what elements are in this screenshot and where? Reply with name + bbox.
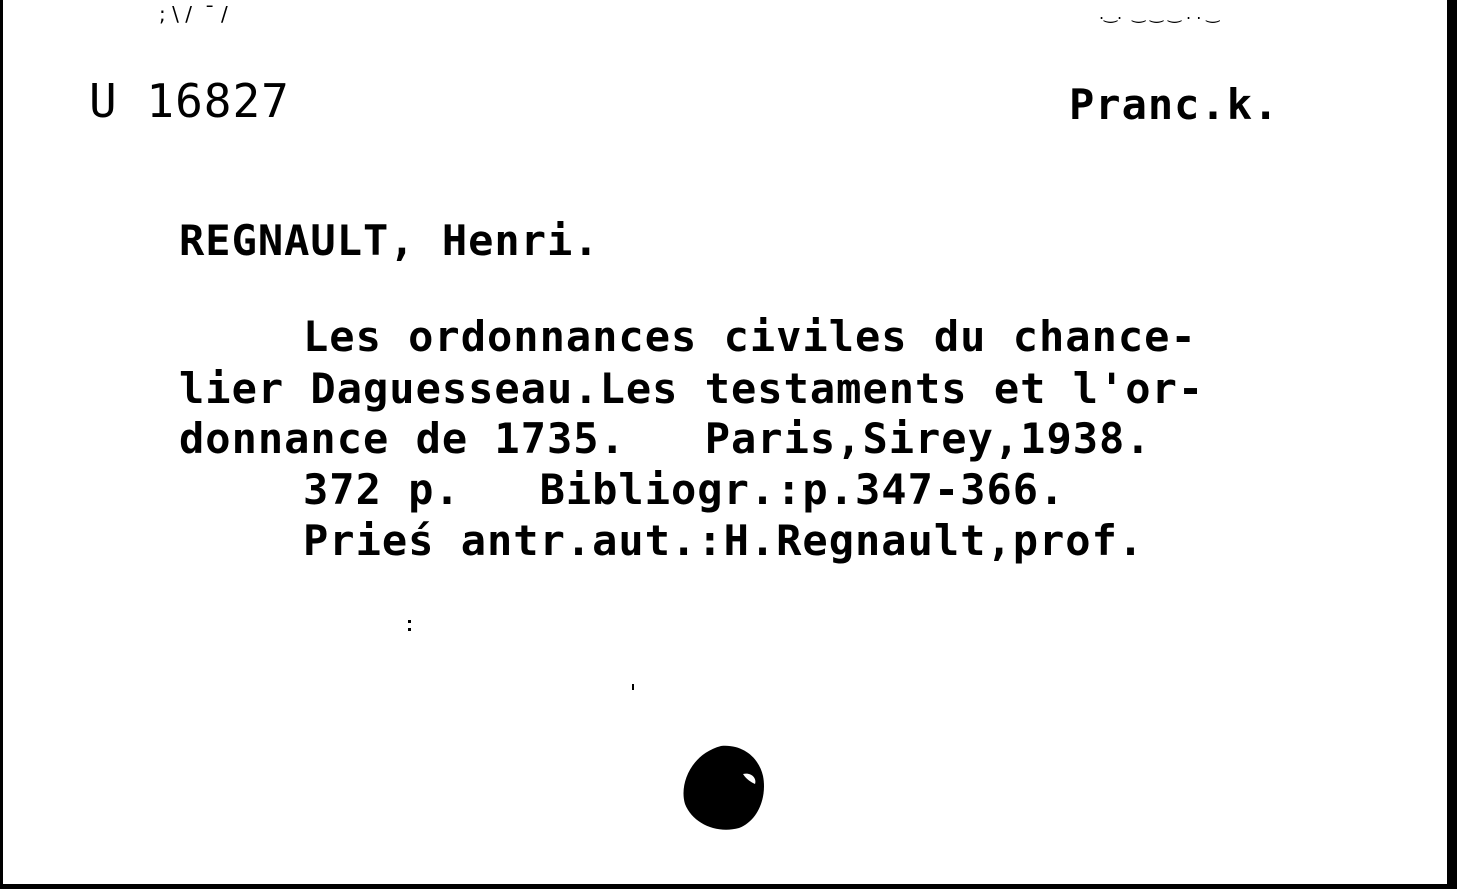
author-heading: REGNAULT, Henri. <box>179 216 600 265</box>
speck <box>408 628 411 631</box>
description-line: 372 p. Bibliogr.:p.347-366. <box>303 465 1066 514</box>
location-code: Pranc.k. <box>1069 80 1280 129</box>
description-line: Prieś antr.aut.:H.Regnault,prof. <box>303 516 1145 565</box>
call-number: U 16827 <box>89 74 290 128</box>
description-line: donnance de 1735. Paris,Sirey,1938. <box>179 414 1152 463</box>
description-line: Les ordonnances civiles du chance- <box>303 312 1197 361</box>
description-line: lier Daguesseau.Les testaments et l'or- <box>179 364 1205 413</box>
speck <box>408 620 411 623</box>
speck <box>632 684 634 690</box>
top-left-marks: ; \ / ¯ / <box>159 2 228 26</box>
punch-hole <box>681 744 769 832</box>
top-right-marks: .‿. ‿ ‿ ‿ . . ‿ <box>1099 4 1220 23</box>
